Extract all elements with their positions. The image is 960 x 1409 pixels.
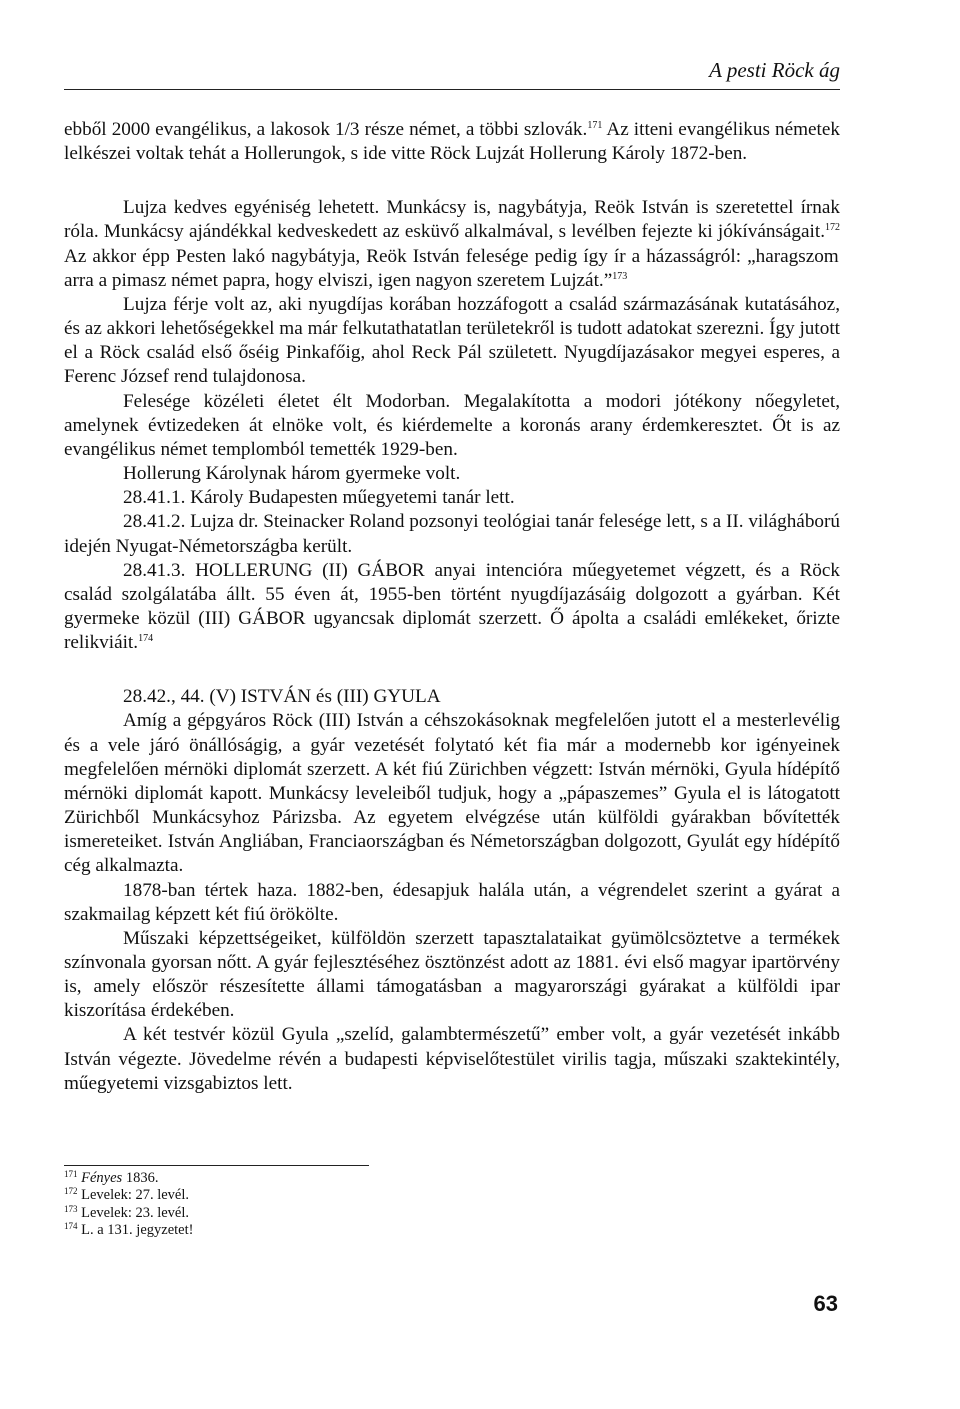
footnote-text: Levelek: 27. levél. xyxy=(81,1187,190,1204)
running-header xyxy=(64,58,840,90)
footnote-ref: 173 xyxy=(612,270,628,282)
footnote-text: L. a 131. jegyzetet! xyxy=(81,1221,194,1238)
footnote-text: Levelek: 23. levél. xyxy=(81,1204,190,1221)
footnote-ref: 171 xyxy=(587,120,603,131)
paragraph xyxy=(64,390,840,462)
footnote-ref: 174 xyxy=(138,633,154,645)
paragraph-text: Lujza férje volt az, aki nyugdíjas korában hozzáfogott a család származásának kutatásához, és az akkori lehetőségekkel ma már felkutathatatlan területekről is tudott adatokat szerezni. Így jutott el a Röck család első őséig Pinkafőig, ahol Reck Pál született. Nyugdíjazásakor megyei esperes, a Ferenc József rend tulajdonosa. xyxy=(64,293,840,388)
paragraph xyxy=(64,927,840,1024)
paragraph-text: A két testvér közül Gyula „szelíd, galambtermészetű” ember volt, a gyár vezetését inkább István végezte. Jövedelme révén a budapesti képviselőtestület virilis tagja, műszaki szaktekintély, műegyetemi vizsgabiztos lett. xyxy=(64,1024,840,1094)
footnote-separator xyxy=(64,1165,369,1166)
paragraph-text: 28.41.3. HOLLERUNG (II) GÁBOR anyai intencióra műegyetemet végzett, és a Röck család szolgálatába állt. 55 éven át, 1955-ben történt nyugdíjazásáig dolgozott a gyárban. Két gyermeke közül (III) GÁBOR ugyancsak diplomát szerzett. Ő ápolta a családi emlékeket, őrizte relikviáit. xyxy=(64,559,840,654)
page-number: 63 xyxy=(813,1291,838,1316)
footnote-source: Fényes xyxy=(81,1170,123,1186)
paragraph-text: Felesége közéleti életet élt Modorban. Megalakította a modori jótékony nőegyletet, amelynek évtizedeken át elnöke volt, és kiérdemelte a koronás arany érdemkeresztet. Őt is az evangélikus német templomból temették 1929-ben. xyxy=(64,390,840,460)
paragraph xyxy=(64,709,840,878)
footnote xyxy=(64,1170,464,1187)
footnote-ref: 172 xyxy=(825,222,840,234)
paragraph xyxy=(64,486,840,510)
paragraph-text: 1878-ban tértek haza. 1882-ben, édesapjuk halála után, a végrendelet szerint a gyárat a szakmailag képzett két fiú örökölte. xyxy=(64,879,840,925)
paragraph-text: 28.41.2. Lujza dr. Steinacker Roland pozsonyi teológiai tanár felesége lett, s a II. világháború idején Nyugat-Németországba került. xyxy=(64,511,840,557)
paragraph-text: Az akkor épp Pesten lakó nagybátyja, Reök István felesége pedig így ír a házasságról: „haragszom arra a pimasz német papra, hogy elviszi, igen nagyon szeretem Lujzát.” xyxy=(64,245,839,291)
paragraph-text: Az itteni evangélikus németek lelkészei voltak tehát a Hollerungok, s ide vitte Röck Lujzát Hollerung Károly 1872-ben. xyxy=(64,119,840,165)
paragraph xyxy=(64,1023,840,1095)
paragraph-text: Műszaki képzettségeiket, külföldön szerzett tapasztalataikat gyümölcsöztetve a termékek színvonala gyorsan nőtt. A gyár fejlesztéséhez ösztönzést adott az 1881. évi első magyar ipartörvény is, amely először részesítette állami támogatásban a magyarországi gyárakat a külföldi ipar kiszorítása érdekében. xyxy=(64,927,840,1022)
paragraph xyxy=(64,685,840,709)
paragraph xyxy=(64,559,840,656)
paragraph-text: Hollerung Károlynak három gyermeke volt. xyxy=(123,463,461,485)
running-title: A pesti Röck ág xyxy=(709,58,840,82)
paragraph xyxy=(64,118,840,166)
footnote-number: 174 xyxy=(64,1220,78,1231)
paragraph xyxy=(64,462,840,486)
paragraph-text: ebből 2000 evangélikus, a lakosok 1/3 része német, a többi szlovák. xyxy=(64,119,588,140)
footnote-text: 1836. xyxy=(122,1170,159,1186)
paragraph-text: Amíg a gépgyáros Röck (III) István a céhszokásoknak megfelelően jutott el a mesterlevélig és a vele járó önállóságig, a gyár vezetését folytató két fia már a modernebb kor igényeinek megfelelően mérnöki diplomát szerzett. A két fiú Zürichben végzett: István mérnöki, Gyula hídépítő mérnöki diplomát kapott. Munkácsy leveleiből tudjuk, hogy a „pápaszemes” Gyula el is látogatott Zürichből Munkácsyhoz Párizsba. Az egyetem elvégzése után külföldi gyárakban bővítették ismereteiket. István Angliában, Franciaországban és Németországban dolgozott, Gyulát egy hídépítő cég alkalmazta. xyxy=(64,710,840,877)
footnote xyxy=(64,1187,464,1204)
footnote-number: 171 xyxy=(64,1169,78,1179)
footnote xyxy=(64,1222,464,1239)
footnote-number: 172 xyxy=(64,1186,78,1197)
paragraph xyxy=(64,293,840,390)
body-text xyxy=(64,118,840,1096)
footnotes xyxy=(64,1170,464,1239)
footnote-number: 173 xyxy=(64,1203,78,1214)
footnote xyxy=(64,1205,464,1222)
paragraph-text: 28.42., 44. (V) ISTVÁN és (III) GYULA xyxy=(123,686,441,708)
paragraph-text: 28.41.1. Károly Budapesten műegyetemi tanár lett. xyxy=(123,487,515,509)
paragraph xyxy=(64,879,840,927)
paragraph xyxy=(64,196,840,293)
paragraph xyxy=(64,510,840,558)
paragraph-text: Lujza kedves egyéniség lehetett. Munkácsy is, nagybátyja, Reök István is szeretettel írnak róla. Munkácsy ajándékkal kedveskedett az esküvő alkalmával, s levélben fejezte ki jókívánságait. xyxy=(64,197,840,243)
